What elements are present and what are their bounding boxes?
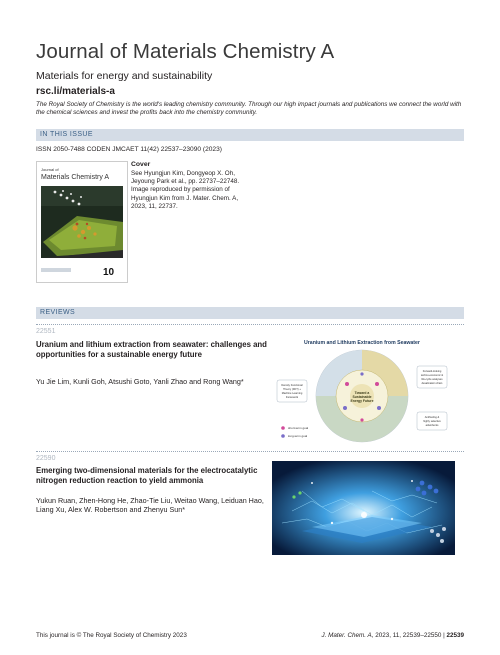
article-page-number: 22590 xyxy=(36,455,56,462)
in-this-issue-label: IN THIS ISSUE xyxy=(40,131,93,138)
svg-text:Antifouling &: Antifouling & xyxy=(424,416,440,419)
issn-line: ISSN 2050-7488 CODEN JMCAET 11(42) 22537–23090 (2023) xyxy=(36,146,222,153)
legend-short-term: short-term goal xyxy=(288,426,309,431)
svg-text:Theory (DFT) +: Theory (DFT) + xyxy=(283,388,301,391)
svg-text:Toward a: Toward a xyxy=(354,391,370,395)
journal-subtitle: Materials for energy and sustainability xyxy=(36,70,213,82)
svg-text:Density Functional: Density Functional xyxy=(281,384,303,387)
footer-citation xyxy=(321,632,464,639)
reviews-bar xyxy=(36,307,464,319)
svg-text:adsorbents: adsorbents xyxy=(425,424,439,427)
svg-text:Energy Future: Energy Future xyxy=(350,399,374,403)
svg-text:life-cycle analyses: life-cycle analyses xyxy=(421,378,443,381)
journal-title: Journal of Materials Chemistry A xyxy=(36,40,335,63)
cover-number: 10 xyxy=(103,267,115,278)
legend-long-term: long-term goal xyxy=(288,434,308,439)
article-title[interactable]: Uranium and lithium extraction from seawater: challenges and opportunities for a sustainable energy future xyxy=(36,340,267,359)
article-authors: Yu Jie Lim, Kunli Goh, Atsushi Goto, Yanli Zhao and Rong Wang* xyxy=(36,377,244,386)
footer-page-number: 22539 xyxy=(446,632,464,639)
rsc-intro-text: The Royal Society of Chemistry is the world's leading chemistry community. Through our high impact journals and publications we connect the world with the chemical sciences and invest the profits back into the chemistry community. xyxy=(36,101,462,117)
svg-text:Forward-looking: Forward-looking xyxy=(422,370,442,373)
cover-heading: Cover xyxy=(131,161,151,168)
cover-journal-small: Journal of xyxy=(41,167,59,172)
svg-text:highly selective: highly selective xyxy=(423,420,441,423)
svg-text:desalination chain: desalination chain xyxy=(421,382,443,385)
article-title[interactable]: Emerging two-dimensional materials for the electrocatalytic nitrogen reduction reaction to yield ammonia xyxy=(36,466,258,485)
article-figure-extraction xyxy=(275,336,449,446)
article-divider xyxy=(36,324,464,325)
svg-text:Sustainable: Sustainable xyxy=(352,395,372,399)
footer-copyright: This journal is © The Royal Society of Chemistry 2023 xyxy=(36,632,187,639)
svg-text:techno-economic &: techno-economic & xyxy=(420,374,444,377)
article-authors: Yukun Ruan, Zhen-Hong He, Zhao-Tie Liu, Weitao Wang, Leiduan Hao, Liang Xu, Alex W. Robertson and Zhenyu Sun* xyxy=(36,496,264,515)
svg-text:framework: framework xyxy=(285,396,299,399)
footer-citation-text: 2023, 11, 22539–22550 xyxy=(373,632,442,639)
article-page-number: 22551 xyxy=(36,328,56,335)
footer-journal: J. Mater. Chem. A, xyxy=(321,632,374,639)
cover-image xyxy=(36,161,128,283)
footer-separator: | xyxy=(441,632,447,639)
cover-description: See Hyungjun Kim, Dongyeop X. Oh, Jeyoung Park et al., pp. 22737–22748. Image reproduced by permission of Hyungjun Kim from J. Mater. Chem. A, 2023, 11, 22737. xyxy=(131,170,240,210)
in-this-issue-bar xyxy=(36,129,464,141)
article-divider xyxy=(36,451,464,452)
journal-url[interactable]: rsc.li/materials-a xyxy=(36,86,115,97)
svg-text:Machine Learning: Machine Learning xyxy=(281,392,303,395)
figure-title: Uranium and Lithium Extraction from Seawater xyxy=(304,340,420,346)
cover-journal-big: Materials Chemistry A xyxy=(41,174,110,181)
reviews-label: REVIEWS xyxy=(40,309,76,316)
article-figure-2d-materials xyxy=(272,461,455,555)
